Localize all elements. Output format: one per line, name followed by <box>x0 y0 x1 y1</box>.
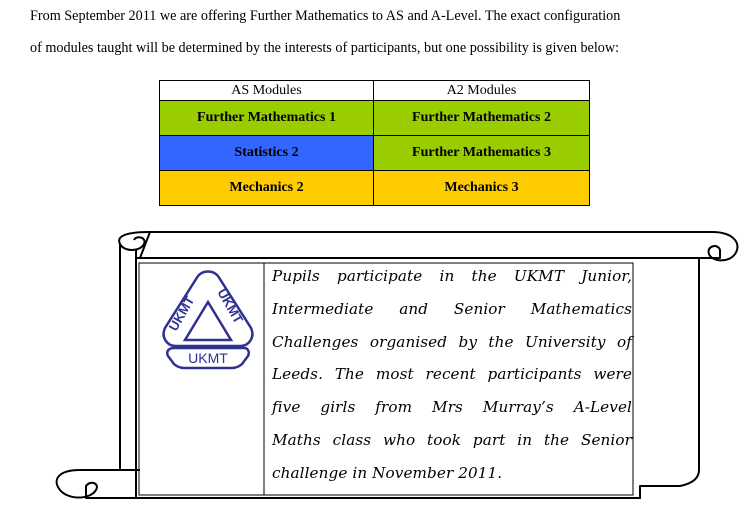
scroll-text-line: challenge in November 2011. <box>272 463 503 482</box>
scroll-top-roll <box>140 232 737 260</box>
as-module-cell: Statistics 2 <box>160 136 374 171</box>
scroll-text-line: Pupils participate in the UKMT Junior, <box>272 267 632 285</box>
scroll-text-line: Challenges organised by the University of <box>272 332 632 351</box>
a2-module-cell: Mechanics 3 <box>374 171 590 206</box>
logo-text-right: UKMT <box>214 286 247 327</box>
scroll-text-line: Maths class who took part in the Senior <box>272 430 632 449</box>
header-as-modules: AS Modules <box>160 81 374 101</box>
logo-text-bottom: UKMT <box>188 350 228 366</box>
as-module-cell: Further Mathematics 1 <box>160 101 374 136</box>
header-a2-modules: A2 Modules <box>374 81 590 101</box>
intro-line-1: From September 2011 we are offering Further Mathematics to AS and A-Level. The exact configuration <box>30 8 621 24</box>
scroll-text-line: five girls from Mrs Murray’s A-Level <box>272 398 632 417</box>
intro-line-2: of modules taught will be determined by the interests of participants, but one possibility is given below: <box>30 40 620 56</box>
as-module-cell: Mechanics 2 <box>160 171 374 206</box>
scroll-text <box>272 260 632 490</box>
a2-module-cell: Further Mathematics 3 <box>374 136 590 171</box>
logo-text-left: UKMT <box>165 293 198 334</box>
scroll-text-line: Leeds. The most recent participants were <box>272 365 632 384</box>
scroll-text-line: Intermediate and Senior Mathematics <box>272 299 632 318</box>
a2-module-cell: Further Mathematics 2 <box>374 101 590 136</box>
